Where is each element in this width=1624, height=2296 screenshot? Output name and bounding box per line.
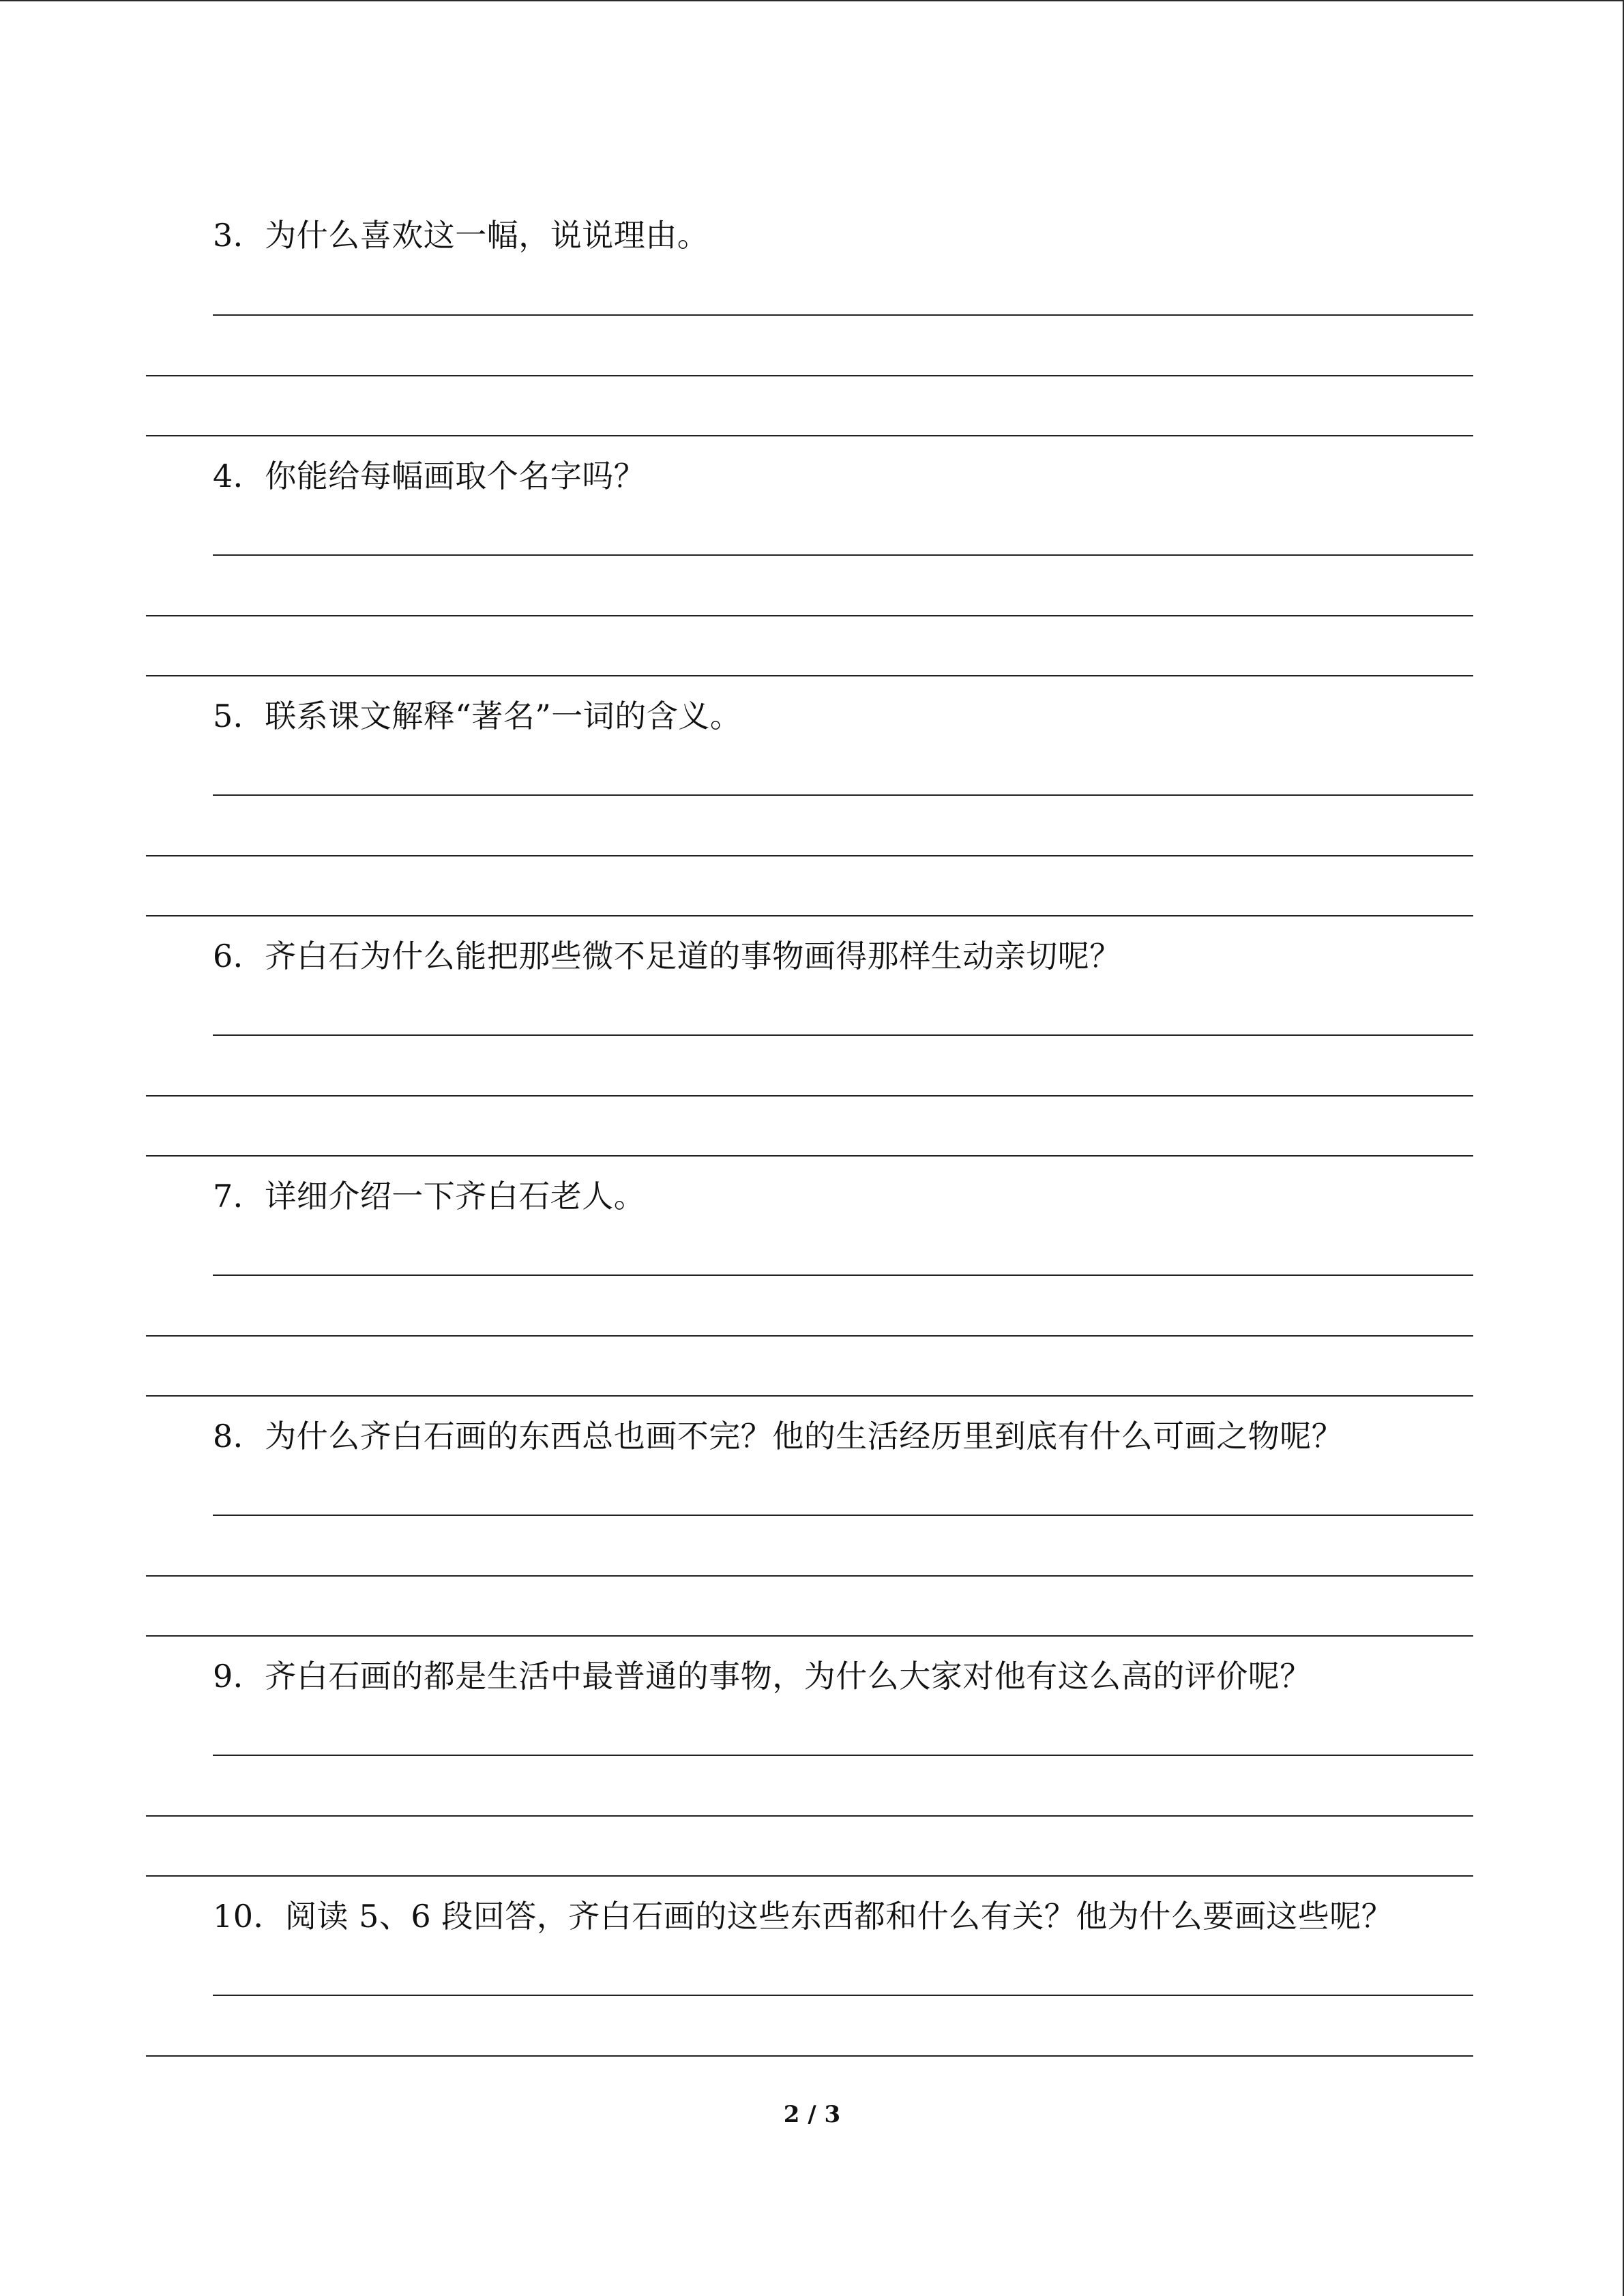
answer-line[interactable] <box>146 2055 1473 2057</box>
answer-line[interactable] <box>213 1995 1473 1996</box>
answer-line[interactable] <box>146 615 1473 616</box>
answer-line[interactable] <box>146 375 1473 376</box>
answer-line[interactable] <box>213 554 1473 556</box>
answer-line[interactable] <box>146 1335 1473 1337</box>
answer-line[interactable] <box>213 314 1473 316</box>
question-10-text: 10．阅读 5、6 段回答，齐白石画的这些东西都和什么有关？他为什么要画这些呢？ <box>213 1898 1393 1935</box>
answer-line[interactable] <box>213 1274 1473 1276</box>
answer-line[interactable] <box>146 915 1473 916</box>
answer-line[interactable] <box>146 435 1473 436</box>
answer-line[interactable] <box>146 1815 1473 1817</box>
answer-line[interactable] <box>213 1755 1473 1756</box>
page-number: 2 / 3 <box>783 2101 841 2128</box>
answer-line[interactable] <box>146 855 1473 856</box>
answer-line[interactable] <box>213 1515 1473 1516</box>
question-9-text: 9．齐白石画的都是生活中最普通的事物，为什么大家对他有这么高的评价呢？ <box>213 1658 1312 1695</box>
question-6-text: 6．齐白石为什么能把那些微不足道的事物画得那样生动亲切呢？ <box>213 938 1121 974</box>
question-8-text: 8．为什么齐白石画的东西总也画不完？他的生活经历里到底有什么可画之物呢？ <box>213 1418 1344 1455</box>
answer-line[interactable] <box>213 794 1473 796</box>
question-5-text: 5．联系课文解释“著名”一词的含义。 <box>213 698 742 734</box>
question-3-text: 3．为什么喜欢这一幅，说说理由。 <box>213 217 709 254</box>
answer-line[interactable] <box>146 1095 1473 1097</box>
answer-line[interactable] <box>146 675 1473 676</box>
answer-line[interactable] <box>146 1635 1473 1637</box>
answer-line[interactable] <box>146 1575 1473 1577</box>
answer-line[interactable] <box>146 1875 1473 1877</box>
answer-line[interactable] <box>146 1395 1473 1397</box>
answer-line[interactable] <box>146 1155 1473 1157</box>
page-border-top <box>0 0 1624 1</box>
question-7-text: 7．详细介绍一下齐白石老人。 <box>213 1178 646 1214</box>
answer-line[interactable] <box>213 1034 1473 1036</box>
question-4-text: 4．你能给每幅画取个名字吗？ <box>213 458 646 494</box>
